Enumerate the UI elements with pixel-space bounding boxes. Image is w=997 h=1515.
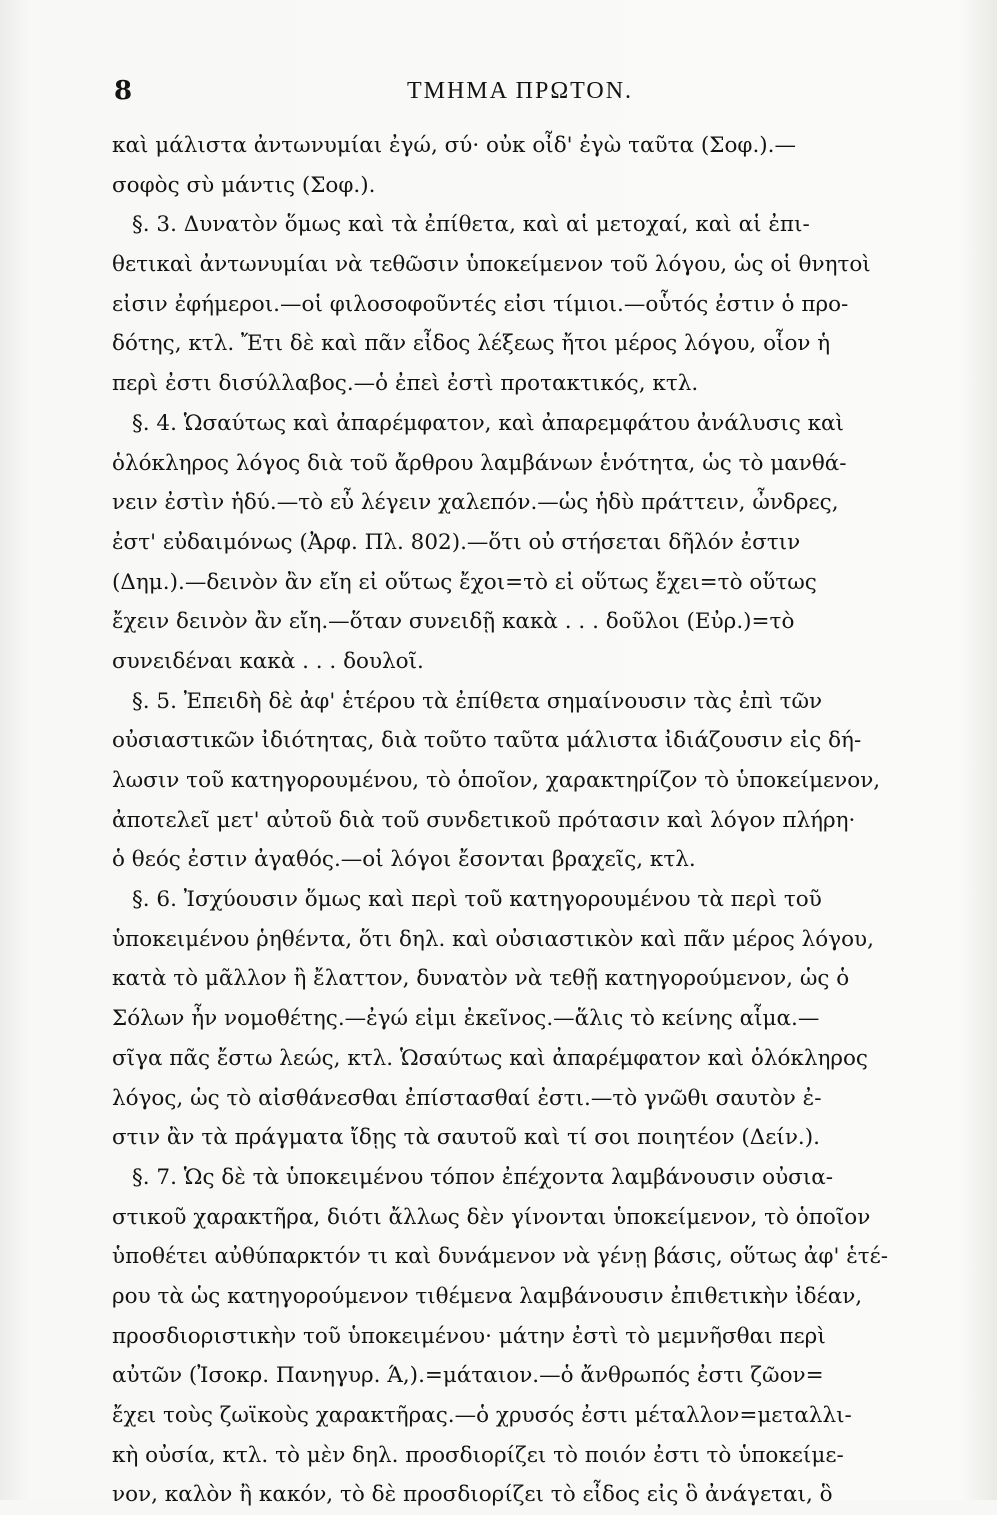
text-line: §. 3. Δυνατὸν ὅμως καὶ τὰ ἐπίθετα, καὶ αἱ μετοχαί, καὶ αἱ ἐπι- [132,212,810,238]
text-line: ὑποκειμένου ῥηθέντα, ὅτι δηλ. καὶ οὐσιαστικὸν καὶ πᾶν μέρος λόγου, [112,926,874,952]
text-line: §. 6. Ἰσχύουσιν ὅμως καὶ περὶ τοῦ κατηγορουμένου τὰ περὶ τοῦ [132,887,822,913]
running-title: ΤΜΗΜΑ ΠΡΩΤΟΝ. [406,78,634,104]
text-line: νειν ἐστὶν ἡδύ.—τὸ εὖ λέγειν χαλεπόν.—ὡς ἡδὺ πράττειν, ὦνδρες, [112,490,839,516]
text-line: σῖγα πᾶς ἔστω λεώς, κτλ. Ὡσαύτως καὶ ἀπαρέμφατον καὶ ὁλόκληρος [112,1045,868,1071]
text-line: (Δημ.).—δεινὸν ἂν εἴη εἰ οὕτως ἔχοι=τὸ εἰ οὕτως ἔχει=τὸ οὕτως [112,569,817,595]
text-line: ἐστ' εὐδαιμόνως (Ἀρφ. Πλ. 802).—ὅτι οὐ στήσεται δῆλόν ἐστιν [112,529,801,555]
text-line: ἀποτελεῖ μετ' αὐτοῦ διὰ τοῦ συνδετικοῦ πρότασιν καὶ λόγον πλήρη· [112,807,856,833]
text-line: κατὰ τὸ μᾶλλον ἢ ἔλαττον, δυνατὸν νὰ τεθῇ κατηγορούμενον, ὡς ὁ [112,966,850,992]
text-line: περὶ ἐστι δισύλλαβος.—ὁ ἐπεὶ ἐστὶ προτακτικός, κτλ. [112,371,699,397]
text-line: ἔχειν δεινὸν ἂν εἴη.—ὅταν συνειδῇ κακὰ . . . δοῦλοι (Εὐρ.)=τὸ [112,609,795,635]
text-line: δότης, κτλ. Ἔτι δὲ καὶ πᾶν εἶδος λέξεως ἤτοι μέρος λόγου, οἷον ἡ [112,331,831,357]
text-line: νον, καλὸν ἢ κακόν, τὸ δὲ προσδιορίζει τὸ εἶδος εἰς ὃ ἀνάγεται, ὃ [112,1482,833,1508]
text-line: στιν ἂν τὰ πράγματα ἴδῃς τὰ σαυτοῦ καὶ τί σοι ποιητέον (Δείν.). [112,1125,820,1151]
text-line: αὐτῶν (Ἰσοκρ. Πανηγυρ. Ά,).=μάταιον.—ὁ ἄνθρωπός ἐστι ζῶον= [112,1363,824,1389]
text-line: ρου τὰ ὡς κατηγορούμενον τιθέμενα λαμβάνουσιν ἐπιθετικὴν ἰδέαν, [112,1283,863,1309]
text-line: καὶ μάλιστα ἀντωνυμίαι ἐγώ, σύ· οὐκ οἶδ' ἐγὼ ταῦτα (Σοφ.).— [112,133,797,158]
text-line: ὁ θεός ἐστιν ἀγαθός.—οἱ λόγοι ἔσονται βραχεῖς, κτλ. [112,847,696,873]
text-line: §. 5. Ἐπειδὴ δὲ ἀφ' ἑτέρου τὰ ἐπίθετα σημαίνουσιν τὰς ἐπὶ τῶν [132,688,823,714]
text-line: εἰσιν ἐφήμεροι.—οἱ φιλοσοφοῦντές εἰσι τίμιοι.—οὗτός ἐστιν ὁ προ- [112,291,849,317]
text-line: προσδιοριστικὴν τοῦ ὑποκειμένου· μάτην ἐστὶ τὸ μεμνῆσθαι περὶ [112,1323,826,1349]
text-line: θετικαὶ ἀντωνυμίαι νὰ τεθῶσιν ὑποκείμενον τοῦ λόγου, ὡς οἱ θνητοὶ [112,252,871,278]
text-line: συνειδέναι κακὰ . . . δουλοῖ. [112,648,424,674]
body-text [112,126,932,1515]
text-line: σοφὸς σὺ μάντις (Σοφ.). [112,172,376,198]
text-line: στικοῦ χαρακτῆρα, διότι ἄλλως δὲν γίνονται ὑποκείμενον, τὸ ὁποῖον [112,1204,871,1230]
text-line: λωσιν τοῦ κατηγορουμένου, τὸ ὁποῖον, χαρακτηρίζον τὸ ὑποκείμενον, [112,768,881,793]
text-line: ὁλόκληρος λόγος διὰ τοῦ ἄρθρου λαμβάνων ἑνότητα, ὡς τὸ μανθά- [112,450,847,476]
text-line: §. 7. Ὡς δὲ τὰ ὑποκειμένου τόπον ἐπέχοντα λαμβάνουσιν οὐσια- [132,1164,834,1190]
page-header [110,74,930,114]
text-line: οὐσιαστικῶν ἰδιότητας, διὰ τοῦτο ταῦτα μάλιστα ἰδιάζουσιν εἰς δή- [112,728,862,754]
text-line: ἔχει τοὺς ζωϊκοὺς χαρακτῆρας.—ὁ χρυσός ἐστι μέταλλον=μεταλλι- [112,1403,852,1428]
text-line: Σόλων ἦν νομοθέτης.—ἐγώ εἰμι ἐκεῖνος.—ἅλις τὸ κείνης αἷμα.— [112,1006,820,1032]
text-line: κὴ οὐσία, κτλ. τὸ μὲν δηλ. προσδιορίζει τὸ ποιόν ἐστι τὸ ὑποκείμε- [112,1442,844,1468]
page-number: 8 [114,76,133,106]
text-line: ὑποθέτει αὐθύπαρκτόν τι καὶ δυνάμενον νὰ γένῃ βάσις, οὕτως ἀφ' ἑτέ- [112,1244,889,1270]
text-line: §. 4. Ὡσαύτως καὶ ἀπαρέμφατον, καὶ ἀπαρεμφάτου ἀνάλυσις καὶ [132,410,844,436]
text-line: λόγος, ὡς τὸ αἰσθάνεσθαι ἐπίστασθαί ἐστι.—τὸ γνῶθι σαυτὸν ἐ- [112,1085,822,1111]
